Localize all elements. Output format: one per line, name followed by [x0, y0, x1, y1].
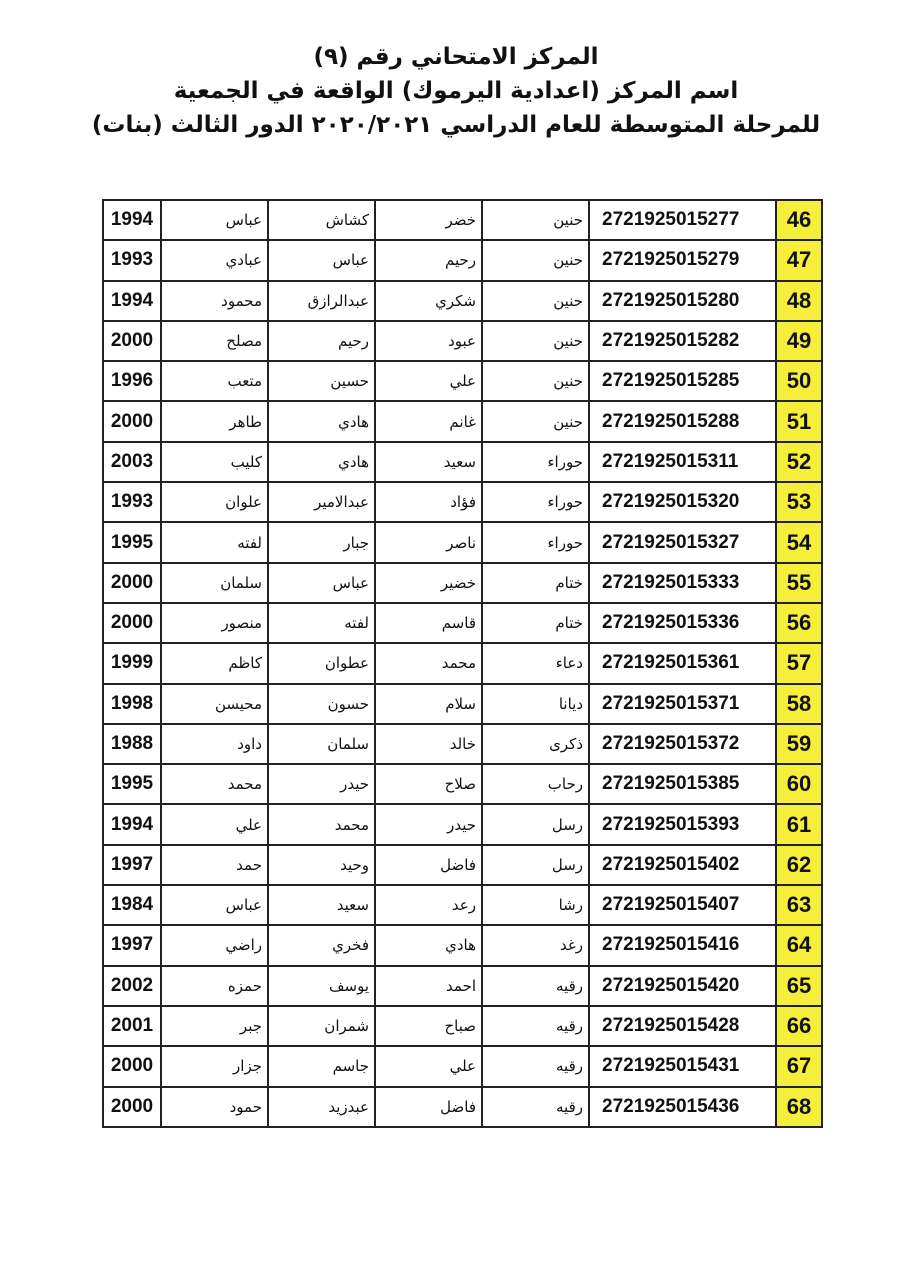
grandfather-name-cell: هادي — [268, 442, 375, 482]
sequence-number-cell: 61 — [776, 804, 822, 844]
sequence-number-cell: 62 — [776, 845, 822, 885]
table-row — [103, 1046, 822, 1086]
table-row — [103, 361, 822, 401]
great-grandfather-name-cell: مصلح — [161, 321, 268, 361]
grandfather-name-cell: فخري — [268, 925, 375, 965]
grandfather-name-cell: رحيم — [268, 321, 375, 361]
exam-number-cell: 2721925015279 — [589, 240, 776, 280]
grandfather-name-cell: سعيد — [268, 885, 375, 925]
table-row — [103, 643, 822, 683]
grandfather-name-cell: حيدر — [268, 764, 375, 804]
sequence-number-cell: 51 — [776, 401, 822, 441]
student-name-cell: حنين — [482, 321, 589, 361]
great-grandfather-name-cell: سلمان — [161, 563, 268, 603]
sequence-number-cell: 67 — [776, 1046, 822, 1086]
student-name-cell: رقيه — [482, 1087, 589, 1127]
exam-number-cell: 2721925015327 — [589, 522, 776, 562]
great-grandfather-name-cell: حمزه — [161, 966, 268, 1006]
birth-year-cell: 1984 — [103, 885, 161, 925]
grandfather-name-cell: هادي — [268, 401, 375, 441]
students-table-body — [103, 200, 822, 1127]
student-name-cell: حوراء — [482, 482, 589, 522]
great-grandfather-name-cell: منصور — [161, 603, 268, 643]
birth-year-cell: 2000 — [103, 1046, 161, 1086]
table-row — [103, 804, 822, 844]
birth-year-cell: 1994 — [103, 804, 161, 844]
student-name-cell: حنين — [482, 281, 589, 321]
great-grandfather-name-cell: طاهر — [161, 401, 268, 441]
grandfather-name-cell: وحيد — [268, 845, 375, 885]
great-grandfather-name-cell: عباس — [161, 885, 268, 925]
table-row — [103, 482, 822, 522]
sequence-number-cell: 48 — [776, 281, 822, 321]
student-name-cell: رسل — [482, 845, 589, 885]
father-name-cell: خالد — [375, 724, 482, 764]
student-name-cell: حنين — [482, 200, 589, 240]
father-name-cell: رعد — [375, 885, 482, 925]
student-name-cell: رغد — [482, 925, 589, 965]
father-name-cell: هادي — [375, 925, 482, 965]
birth-year-cell: 2000 — [103, 321, 161, 361]
sequence-number-cell: 66 — [776, 1006, 822, 1046]
student-name-cell: رحاب — [482, 764, 589, 804]
exam-center-number: المركز الامتحاني رقم (٩) — [313, 44, 599, 70]
birth-year-cell: 2001 — [103, 1006, 161, 1046]
table-row — [103, 200, 822, 240]
exam-number-cell: 2721925015371 — [589, 684, 776, 724]
exam-stage-year-round: للمرحلة المتوسطة للعام الدراسي ٢٠٢٠/٢٠٢١ الدور الثالث (بنات) — [91, 112, 821, 138]
father-name-cell: خضر — [375, 200, 482, 240]
student-name-cell: ختام — [482, 603, 589, 643]
birth-year-cell: 1994 — [103, 281, 161, 321]
birth-year-cell: 1994 — [103, 200, 161, 240]
birth-year-cell: 2003 — [103, 442, 161, 482]
birth-year-cell: 1998 — [103, 684, 161, 724]
student-name-cell: رقيه — [482, 1046, 589, 1086]
sequence-number-cell: 50 — [776, 361, 822, 401]
sequence-number-cell: 52 — [776, 442, 822, 482]
student-name-cell: رسل — [482, 804, 589, 844]
student-name-cell: حنين — [482, 361, 589, 401]
great-grandfather-name-cell: راضي — [161, 925, 268, 965]
table-row — [103, 321, 822, 361]
great-grandfather-name-cell: جبر — [161, 1006, 268, 1046]
great-grandfather-name-cell: محيسن — [161, 684, 268, 724]
sequence-number-cell: 59 — [776, 724, 822, 764]
grandfather-name-cell: عطوان — [268, 643, 375, 683]
great-grandfather-name-cell: حمود — [161, 1087, 268, 1127]
birth-year-cell: 2002 — [103, 966, 161, 1006]
exam-number-cell: 2721925015372 — [589, 724, 776, 764]
father-name-cell: عبود — [375, 321, 482, 361]
great-grandfather-name-cell: جزار — [161, 1046, 268, 1086]
great-grandfather-name-cell: داود — [161, 724, 268, 764]
birth-year-cell: 1996 — [103, 361, 161, 401]
exam-number-cell: 2721925015431 — [589, 1046, 776, 1086]
grandfather-name-cell: عبدالامير — [268, 482, 375, 522]
table-row — [103, 442, 822, 482]
birth-year-cell: 1995 — [103, 522, 161, 562]
table-row — [103, 966, 822, 1006]
grandfather-name-cell: حسون — [268, 684, 375, 724]
father-name-cell: احمد — [375, 966, 482, 1006]
sequence-number-cell: 53 — [776, 482, 822, 522]
grandfather-name-cell: كشاش — [268, 200, 375, 240]
sequence-number-cell: 58 — [776, 684, 822, 724]
exam-number-cell: 2721925015385 — [589, 764, 776, 804]
sequence-number-cell: 49 — [776, 321, 822, 361]
father-name-cell: غانم — [375, 401, 482, 441]
exam-number-cell: 2721925015407 — [589, 885, 776, 925]
father-name-cell: فؤاد — [375, 482, 482, 522]
table-row — [103, 603, 822, 643]
exam-number-cell: 2721925015288 — [589, 401, 776, 441]
father-name-cell: خضير — [375, 563, 482, 603]
birth-year-cell: 1997 — [103, 925, 161, 965]
table-row — [103, 563, 822, 603]
exam-number-cell: 2721925015420 — [589, 966, 776, 1006]
student-name-cell: حوراء — [482, 442, 589, 482]
table-row — [103, 845, 822, 885]
father-name-cell: صباح — [375, 1006, 482, 1046]
father-name-cell: علي — [375, 361, 482, 401]
birth-year-cell: 2000 — [103, 603, 161, 643]
birth-year-cell: 1988 — [103, 724, 161, 764]
sequence-number-cell: 56 — [776, 603, 822, 643]
student-name-cell: رقيه — [482, 966, 589, 1006]
sequence-number-cell: 64 — [776, 925, 822, 965]
table-row — [103, 764, 822, 804]
grandfather-name-cell: يوسف — [268, 966, 375, 1006]
father-name-cell: رحيم — [375, 240, 482, 280]
exam-number-cell: 2721925015361 — [589, 643, 776, 683]
grandfather-name-cell: عبدالرازق — [268, 281, 375, 321]
great-grandfather-name-cell: علوان — [161, 482, 268, 522]
father-name-cell: حيدر — [375, 804, 482, 844]
grandfather-name-cell: جبار — [268, 522, 375, 562]
great-grandfather-name-cell: محمود — [161, 281, 268, 321]
exam-number-cell: 2721925015282 — [589, 321, 776, 361]
student-name-cell: حوراء — [482, 522, 589, 562]
grandfather-name-cell: عباس — [268, 563, 375, 603]
table-row — [103, 1087, 822, 1127]
student-name-cell: رشا — [482, 885, 589, 925]
grandfather-name-cell: شمران — [268, 1006, 375, 1046]
great-grandfather-name-cell: عباس — [161, 200, 268, 240]
sequence-number-cell: 65 — [776, 966, 822, 1006]
great-grandfather-name-cell: متعب — [161, 361, 268, 401]
grandfather-name-cell: جاسم — [268, 1046, 375, 1086]
exam-number-cell: 2721925015428 — [589, 1006, 776, 1046]
student-name-cell: حنين — [482, 240, 589, 280]
table-row — [103, 684, 822, 724]
exam-center-name: اسم المركز (اعدادية اليرموك) الواقعة في الجمعية — [173, 78, 739, 104]
exam-number-cell: 2721925015436 — [589, 1087, 776, 1127]
birth-year-cell: 1999 — [103, 643, 161, 683]
exam-number-cell: 2721925015280 — [589, 281, 776, 321]
grandfather-name-cell: لفته — [268, 603, 375, 643]
grandfather-name-cell: حسين — [268, 361, 375, 401]
table-row — [103, 401, 822, 441]
exam-number-cell: 2721925015333 — [589, 563, 776, 603]
birth-year-cell: 1995 — [103, 764, 161, 804]
exam-number-cell: 2721925015402 — [589, 845, 776, 885]
exam-number-cell: 2721925015320 — [589, 482, 776, 522]
exam-number-cell: 2721925015393 — [589, 804, 776, 844]
exam-number-cell: 2721925015285 — [589, 361, 776, 401]
student-name-cell: رقيه — [482, 1006, 589, 1046]
table-row — [103, 885, 822, 925]
great-grandfather-name-cell: محمد — [161, 764, 268, 804]
great-grandfather-name-cell: علي — [161, 804, 268, 844]
grandfather-name-cell: محمد — [268, 804, 375, 844]
birth-year-cell: 1997 — [103, 845, 161, 885]
grandfather-name-cell: عباس — [268, 240, 375, 280]
father-name-cell: شكري — [375, 281, 482, 321]
sequence-number-cell: 54 — [776, 522, 822, 562]
great-grandfather-name-cell: كاظم — [161, 643, 268, 683]
sequence-number-cell: 63 — [776, 885, 822, 925]
great-grandfather-name-cell: لفته — [161, 522, 268, 562]
sequence-number-cell: 47 — [776, 240, 822, 280]
sequence-number-cell: 68 — [776, 1087, 822, 1127]
birth-year-cell: 2000 — [103, 401, 161, 441]
father-name-cell: صلاح — [375, 764, 482, 804]
student-name-cell: ذكرى — [482, 724, 589, 764]
student-name-cell: حنين — [482, 401, 589, 441]
father-name-cell: قاسم — [375, 603, 482, 643]
students-table — [102, 199, 823, 1128]
great-grandfather-name-cell: كليب — [161, 442, 268, 482]
great-grandfather-name-cell: عبادي — [161, 240, 268, 280]
student-name-cell: ختام — [482, 563, 589, 603]
birth-year-cell: 2000 — [103, 1087, 161, 1127]
father-name-cell: علي — [375, 1046, 482, 1086]
table-row — [103, 240, 822, 280]
sequence-number-cell: 60 — [776, 764, 822, 804]
father-name-cell: فاضل — [375, 1087, 482, 1127]
birth-year-cell: 2000 — [103, 563, 161, 603]
father-name-cell: سلام — [375, 684, 482, 724]
great-grandfather-name-cell: حمد — [161, 845, 268, 885]
exam-number-cell: 2721925015336 — [589, 603, 776, 643]
sequence-number-cell: 55 — [776, 563, 822, 603]
birth-year-cell: 1993 — [103, 482, 161, 522]
exam-number-cell: 2721925015311 — [589, 442, 776, 482]
exam-number-cell: 2721925015416 — [589, 925, 776, 965]
father-name-cell: محمد — [375, 643, 482, 683]
grandfather-name-cell: سلمان — [268, 724, 375, 764]
father-name-cell: فاضل — [375, 845, 482, 885]
student-name-cell: ديانا — [482, 684, 589, 724]
sequence-number-cell: 46 — [776, 200, 822, 240]
table-row — [103, 522, 822, 562]
sequence-number-cell: 57 — [776, 643, 822, 683]
table-row — [103, 281, 822, 321]
table-row — [103, 724, 822, 764]
birth-year-cell: 1993 — [103, 240, 161, 280]
father-name-cell: ناصر — [375, 522, 482, 562]
exam-number-cell: 2721925015277 — [589, 200, 776, 240]
students-table-container — [102, 199, 812, 1128]
student-name-cell: دعاء — [482, 643, 589, 683]
table-row — [103, 1006, 822, 1046]
table-row — [103, 925, 822, 965]
father-name-cell: سعيد — [375, 442, 482, 482]
grandfather-name-cell: عبدزيد — [268, 1087, 375, 1127]
document-header — [0, 40, 912, 142]
